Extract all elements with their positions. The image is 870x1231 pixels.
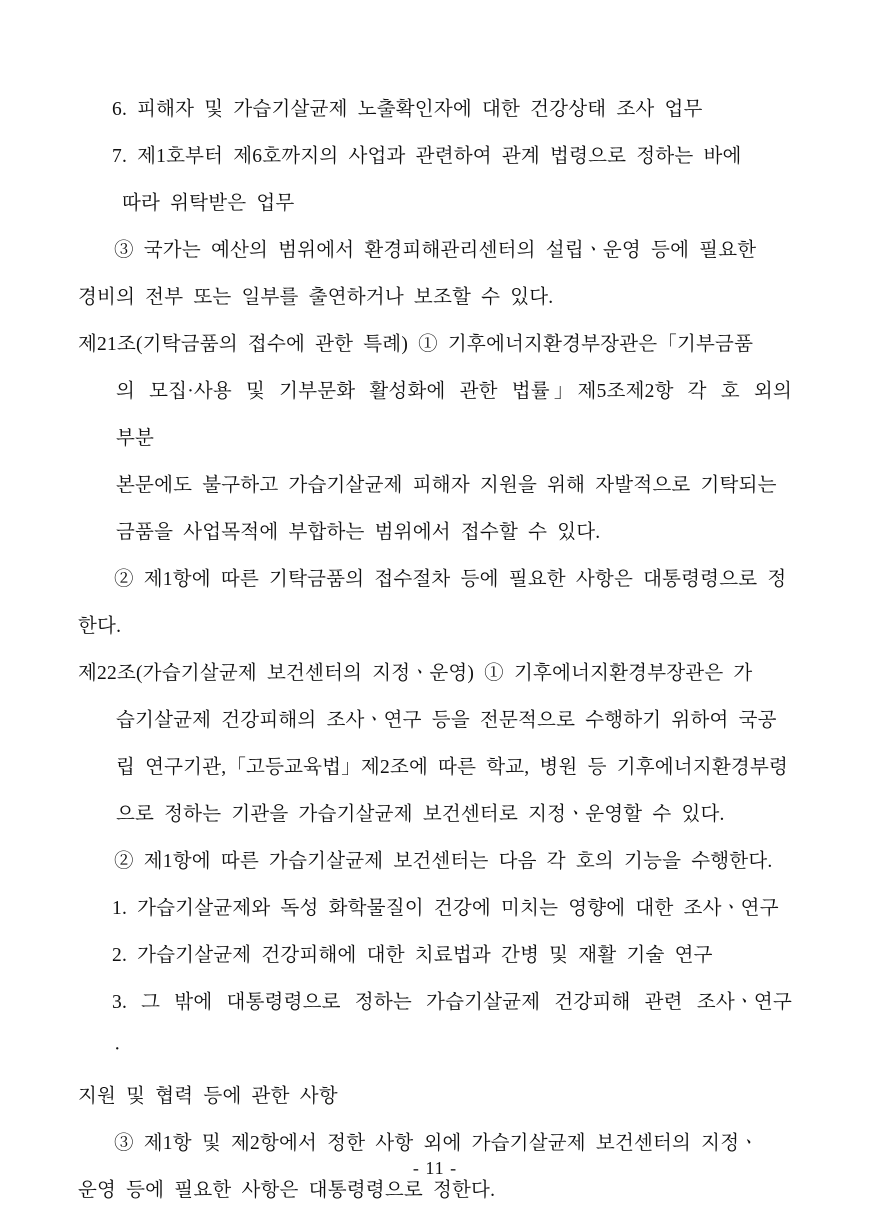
list-item-continuation: 지원 및 협력 등에 관한 사항 — [78, 1086, 338, 1107]
list-item: 3. 그 밖에 대통령령으로 정하는 가습기살균제 건강피해 관련 조사ㆍ연구· — [112, 992, 792, 1060]
article-line: 으로 정하는 기관을 가습기살균제 보건센터로 지정ㆍ운영할 수 있다. — [116, 804, 725, 825]
list-item: 7. 제1호부터 제6호까지의 사업과 관련하여 관계 법령으로 정하는 바에 — [112, 146, 742, 167]
article-line: 본문에도 불구하고 가습기살균제 피해자 지원을 위해 자발적으로 기탁되는 — [116, 475, 777, 496]
article-line: 금품을 사업목적에 부합하는 범위에서 접수할 수 있다. — [116, 522, 601, 543]
paragraph-continuation: 한다. — [78, 616, 122, 637]
list-item-continuation: 따라 위탁받은 업무 — [122, 193, 295, 214]
list-item: 6. 피해자 및 가습기살균제 노출확인자에 대한 건강상태 조사 업무 — [112, 99, 703, 120]
paragraph: ③ 국가는 예산의 범위에서 환경피해관리센터의 설립ㆍ운영 등에 필요한 — [114, 240, 757, 261]
paragraph-continuation: 경비의 전부 또는 일부를 출연하거나 보조할 수 있다. — [78, 287, 554, 308]
page-number: - 11 - — [412, 1158, 458, 1178]
article-heading-21: 제21조(기탁금품의 접수에 관한 특례) ① 기후에너지환경부장관은「기부금품 — [78, 334, 754, 355]
paragraph: ③ 제1항 및 제2항에서 정한 사항 외에 가습기살균제 보건센터의 지정ㆍ — [114, 1133, 759, 1154]
paragraph: ② 제1항에 따른 기탁금품의 접수절차 등에 필요한 사항은 대통령령으로 정 — [114, 569, 787, 590]
document-body — [78, 86, 792, 1214]
paragraph-continuation: 운영 등에 필요한 사항은 대통령령으로 정한다. — [78, 1180, 496, 1201]
paragraph: ② 제1항에 따른 가습기살균제 보건센터는 다음 각 호의 기능을 수행한다. — [114, 851, 773, 872]
article-line: 습기살균제 건강피해의 조사ㆍ연구 등을 전문적으로 수행하기 위하여 국공 — [116, 710, 777, 731]
article-line: 립 연구기관,「고등교육법」제2조에 따른 학교, 병원 등 기후에너지환경부령 — [116, 757, 789, 778]
list-item: 1. 가습기살균제와 독성 화학물질이 건강에 미치는 영향에 대한 조사ㆍ연구 — [112, 898, 779, 919]
article-line: 의 모집·사용 및 기부문화 활성화에 관한 법률」제5조제2항 각 호 외의 부분 — [116, 381, 792, 449]
list-item: 2. 가습기살균제 건강피해에 대한 치료법과 간병 및 재활 기술 연구 — [112, 945, 713, 966]
article-heading-22: 제22조(가습기살균제 보건센터의 지정ㆍ운영) ① 기후에너지환경부장관은 가 — [78, 663, 753, 684]
